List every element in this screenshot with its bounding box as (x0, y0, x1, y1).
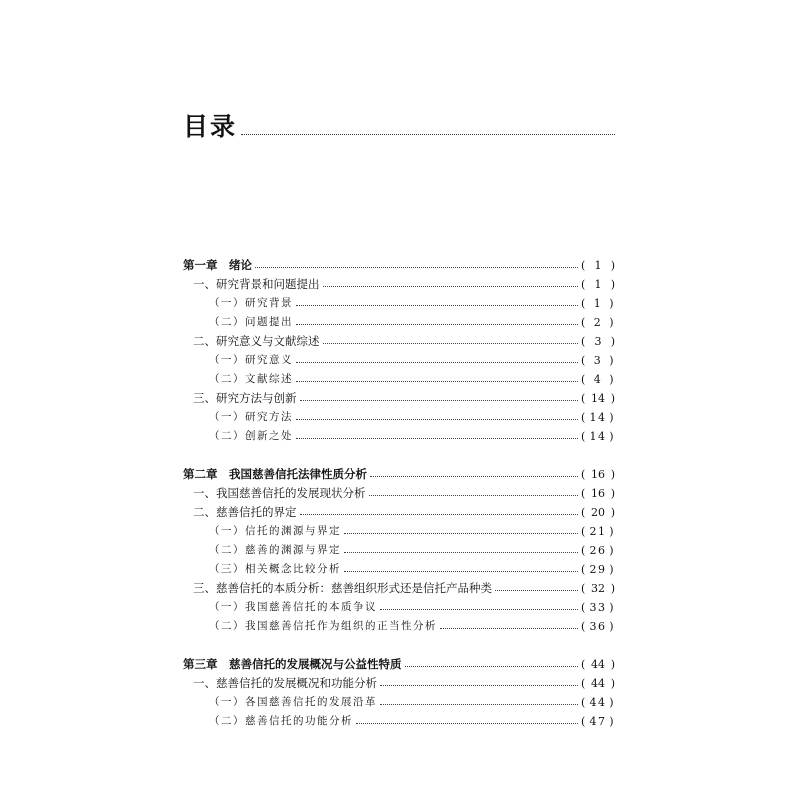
toc-chapter-entry[interactable] (183, 256, 615, 275)
entry-label: 三、研究方法与创新 (193, 391, 297, 405)
dot-leader (300, 400, 579, 401)
page-number: ( 16 ) (581, 484, 615, 503)
entry-label: 第二章 我国慈善信托法律性质分析 (183, 467, 367, 481)
page-number-value: 47 (589, 715, 607, 728)
page-number-value: 16 (591, 487, 605, 500)
page-number-value: 14 (589, 430, 607, 443)
page-number-value: 1 (594, 278, 602, 291)
toc-subsection-entry[interactable] (183, 560, 615, 579)
entry-label: 第三章 慈善信托的发展概况与公益性特质 (183, 657, 402, 671)
toc-subsection-entry[interactable] (183, 522, 615, 541)
page-number-value: 44 (591, 677, 605, 690)
page-number: ( 36 ) (581, 617, 615, 636)
page-number-value: 26 (589, 544, 607, 557)
dot-leader (300, 514, 579, 515)
toc-subsection-entry[interactable] (183, 313, 615, 332)
page-number-value: 14 (591, 392, 605, 405)
toc-section-entry[interactable] (183, 503, 615, 522)
page-number-value: 44 (591, 658, 605, 671)
entry-label: 第一章 绪论 (183, 258, 252, 272)
dot-leader (296, 419, 578, 420)
page-number: ( 29 ) (581, 560, 615, 579)
dot-leader (323, 343, 579, 344)
entry-label: （一）信托的渊源与界定 (209, 525, 341, 537)
toc-subsection-entry[interactable] (183, 598, 615, 617)
dot-leader (356, 723, 578, 724)
page-number: ( 4 ) (581, 370, 615, 389)
entry-label: （三）相关概念比较分析 (209, 563, 341, 575)
dot-leader (255, 267, 578, 268)
dot-leader (344, 552, 578, 553)
chapter-gap (183, 636, 615, 655)
page-title: 目录 (183, 112, 238, 141)
page-number-value: 16 (591, 468, 605, 481)
page-number-value: 2 (593, 316, 603, 329)
toc-subsection-entry[interactable] (183, 712, 615, 731)
dot-leader (344, 533, 578, 534)
entry-label: 二、慈善信托的界定 (193, 505, 297, 519)
page-number-value: 21 (589, 525, 607, 538)
page-number: ( 1 ) (581, 256, 615, 275)
dot-leader (380, 704, 578, 705)
page-number: ( 1 ) (581, 275, 615, 294)
page-number-value: 3 (593, 354, 603, 367)
page-number: ( 21 ) (581, 522, 615, 541)
toc-subsection-entry[interactable] (183, 617, 615, 636)
toc-subsection-entry[interactable] (183, 427, 615, 446)
page-number-value: 3 (594, 335, 602, 348)
dot-leader (380, 685, 578, 686)
dot-leader (296, 362, 578, 363)
page-number: ( 47 ) (581, 712, 615, 731)
toc-subsection-entry[interactable] (183, 294, 615, 313)
page-number: ( 33 ) (581, 598, 615, 617)
toc-subsection-entry[interactable] (183, 370, 615, 389)
toc-section-entry[interactable] (183, 674, 615, 693)
toc-section-entry[interactable] (183, 389, 615, 408)
entry-label: （一）各国慈善信托的发展沿革 (209, 696, 377, 708)
toc-section-entry[interactable] (183, 579, 615, 598)
dot-leader (296, 305, 578, 306)
entry-label: 一、慈善信托的发展概况和功能分析 (193, 676, 377, 690)
dot-leader (440, 628, 578, 629)
dot-leader (370, 476, 578, 477)
page-number: ( 1 ) (581, 294, 615, 313)
page-number: ( 3 ) (581, 351, 615, 370)
entry-label: （二）创新之处 (209, 430, 293, 442)
toc-subsection-entry[interactable] (183, 693, 615, 712)
toc-section-entry[interactable] (183, 275, 615, 294)
page-number-value: 44 (589, 696, 607, 709)
page-number: ( 26 ) (581, 541, 615, 560)
page-number: ( 44 ) (581, 674, 615, 693)
page-number-value: 4 (593, 373, 603, 386)
page-number-value: 1 (593, 297, 603, 310)
toc-subsection-entry[interactable] (183, 541, 615, 560)
page-number: ( 44 ) (581, 693, 615, 712)
entry-label: 二、研究意义与文献综述 (193, 334, 320, 348)
page-number-value: 20 (591, 506, 605, 519)
entry-label: （一）研究方法 (209, 411, 293, 423)
page-number-value: 36 (589, 620, 607, 633)
page-number: ( 44 ) (581, 655, 615, 674)
page-number-value: 14 (589, 411, 607, 424)
toc-chapter-entry[interactable] (183, 465, 615, 484)
page-number: ( 3 ) (581, 332, 615, 351)
chapter-gap (183, 446, 615, 465)
entry-label: （二）问题提出 (209, 316, 293, 328)
entry-label: （二）慈善信托的功能分析 (209, 715, 353, 727)
dot-leader (344, 571, 578, 572)
toc-section-entry[interactable] (183, 332, 615, 351)
page-number: ( 14 ) (581, 408, 615, 427)
dot-leader (405, 666, 579, 667)
page-number: ( 16 ) (581, 465, 615, 484)
dot-leader (380, 609, 578, 610)
dot-leader (296, 324, 578, 325)
toc-subsection-entry[interactable] (183, 408, 615, 427)
page-number-value: 1 (594, 259, 602, 272)
entry-label: 一、研究背景和问题提出 (193, 277, 320, 291)
toc-chapter-entry[interactable] (183, 655, 615, 674)
table-of-contents (183, 256, 615, 731)
entry-label: （一）研究意义 (209, 354, 293, 366)
dot-leader (323, 286, 579, 287)
page-number: ( 2 ) (581, 313, 615, 332)
entry-label: （二）文献综述 (209, 373, 293, 385)
entry-label: （一）研究背景 (209, 297, 293, 309)
entry-label: （二）慈善的渊源与界定 (209, 544, 341, 556)
dot-leader (495, 590, 578, 591)
toc-section-entry[interactable] (183, 484, 615, 503)
title-dot-leader (241, 134, 615, 135)
page-number: ( 20 ) (581, 503, 615, 522)
page-number-value: 33 (589, 601, 607, 614)
entry-label: （一）我国慈善信托的本质争议 (209, 601, 377, 613)
dot-leader (296, 381, 578, 382)
entry-label: 一、我国慈善信托的发展现状分析 (193, 486, 366, 500)
page-number: ( 14 ) (581, 427, 615, 446)
dot-leader (296, 438, 578, 439)
page-title-row (183, 110, 615, 140)
page-number: ( 32 ) (581, 579, 615, 598)
entry-label: 三、慈善信托的本质分析：慈善组织形式还是信托产品种类 (193, 581, 492, 595)
entry-label: （二）我国慈善信托作为组织的正当性分析 (209, 620, 437, 632)
page-number: ( 14 ) (581, 389, 615, 408)
page-number-value: 32 (591, 582, 605, 595)
toc-subsection-entry[interactable] (183, 351, 615, 370)
page-number-value: 29 (589, 563, 607, 576)
dot-leader (369, 495, 579, 496)
